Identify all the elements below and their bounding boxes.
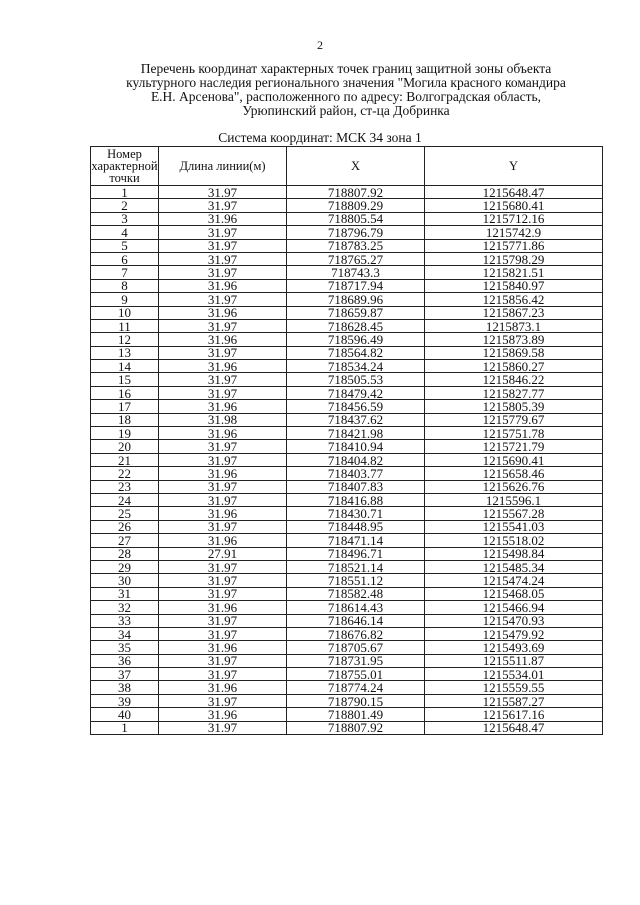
table-row [91, 574, 603, 587]
cell-x: 718456.59 [287, 400, 425, 413]
cell-line-length: 31.96 [159, 212, 287, 225]
cell-line-length: 31.97 [159, 293, 287, 306]
cell-point-number: 30 [91, 574, 159, 587]
table-row [91, 373, 603, 386]
title-line: Е.Н. Арсенова", расположенного по адресу: Волгоградская область, [150, 89, 542, 104]
title-line: культурного наследия регионального значения "Могила красного командира [126, 75, 566, 90]
coordinate-system-label: Система координат: МСК 34 зона 1 [218, 130, 422, 145]
cell-x: 718731.95 [287, 654, 425, 667]
table-row [91, 400, 603, 413]
cell-point-number: 8 [91, 279, 159, 292]
cell-x: 718796.79 [287, 226, 425, 239]
cell-x: 718705.67 [287, 641, 425, 654]
cell-y: 1215479.92 [425, 627, 603, 640]
cell-point-number: 12 [91, 333, 159, 346]
cell-point-number: 10 [91, 306, 159, 319]
table-row [91, 239, 603, 252]
cell-line-length: 31.96 [159, 507, 287, 520]
cell-point-number: 16 [91, 386, 159, 399]
cell-line-length: 31.97 [159, 199, 287, 212]
cell-point-number: 27 [91, 534, 159, 547]
cell-point-number: 33 [91, 614, 159, 627]
cell-y: 1215596.1 [425, 493, 603, 506]
table-row [91, 386, 603, 399]
cell-line-length: 31.97 [159, 668, 287, 681]
cell-point-number: 14 [91, 360, 159, 373]
cell-point-number: 3 [91, 212, 159, 225]
cell-y: 1215648.47 [425, 721, 603, 734]
cell-line-length: 31.97 [159, 266, 287, 279]
cell-y: 1215846.22 [425, 373, 603, 386]
cell-point-number: 25 [91, 507, 159, 520]
cell-point-number: 35 [91, 641, 159, 654]
cell-y: 1215541.03 [425, 520, 603, 533]
cell-x: 718551.12 [287, 574, 425, 587]
cell-point-number: 5 [91, 239, 159, 252]
cell-y: 1215771.86 [425, 239, 603, 252]
cell-line-length: 31.96 [159, 641, 287, 654]
cell-point-number: 4 [91, 226, 159, 239]
table-row [91, 520, 603, 533]
cell-line-length: 31.97 [159, 480, 287, 493]
cell-x: 718416.88 [287, 493, 425, 506]
cell-y: 1215518.02 [425, 534, 603, 547]
table-row [91, 654, 603, 667]
cell-y: 1215680.41 [425, 199, 603, 212]
cell-point-number: 1 [91, 186, 159, 199]
cell-y: 1215869.58 [425, 346, 603, 359]
cell-x: 718582.48 [287, 587, 425, 600]
cell-y: 1215821.51 [425, 266, 603, 279]
cell-line-length: 31.96 [159, 279, 287, 292]
cell-y: 1215626.76 [425, 480, 603, 493]
cell-y: 1215587.27 [425, 694, 603, 707]
cell-x: 718564.82 [287, 346, 425, 359]
header-line-length: Длина линии(м) [159, 147, 287, 186]
header-y: Y [425, 147, 603, 186]
table-row [91, 333, 603, 346]
table-row [91, 346, 603, 359]
table-row [91, 560, 603, 573]
cell-line-length: 31.97 [159, 453, 287, 466]
cell-y: 1215493.69 [425, 641, 603, 654]
table-row [91, 480, 603, 493]
cell-x: 718404.82 [287, 453, 425, 466]
cell-point-number: 29 [91, 560, 159, 573]
cell-point-number: 21 [91, 453, 159, 466]
cell-y: 1215721.79 [425, 440, 603, 453]
cell-y: 1215690.41 [425, 453, 603, 466]
cell-line-length: 31.97 [159, 239, 287, 252]
cell-x: 718421.98 [287, 427, 425, 440]
cell-point-number: 32 [91, 601, 159, 614]
cell-x: 718689.96 [287, 293, 425, 306]
cell-line-length: 31.97 [159, 346, 287, 359]
cell-line-length: 31.97 [159, 493, 287, 506]
cell-y: 1215474.24 [425, 574, 603, 587]
table-row [91, 306, 603, 319]
cell-x: 718790.15 [287, 694, 425, 707]
cell-x: 718646.14 [287, 614, 425, 627]
table-row [91, 601, 603, 614]
cell-line-length: 31.97 [159, 520, 287, 533]
cell-x: 718783.25 [287, 239, 425, 252]
cell-point-number: 2 [91, 199, 159, 212]
table-row [91, 266, 603, 279]
cell-line-length: 31.96 [159, 360, 287, 373]
cell-y: 1215751.78 [425, 427, 603, 440]
cell-x: 718521.14 [287, 560, 425, 573]
cell-point-number: 38 [91, 681, 159, 694]
cell-y: 1215779.67 [425, 413, 603, 426]
cell-x: 718807.92 [287, 721, 425, 734]
cell-line-length: 31.96 [159, 467, 287, 480]
cell-x: 718676.82 [287, 627, 425, 640]
cell-x: 718805.54 [287, 212, 425, 225]
cell-line-length: 31.96 [159, 708, 287, 721]
cell-line-length: 31.97 [159, 574, 287, 587]
cell-point-number: 6 [91, 252, 159, 265]
cell-point-number: 26 [91, 520, 159, 533]
cell-x: 718743.3 [287, 266, 425, 279]
cell-x: 718505.53 [287, 373, 425, 386]
table-row [91, 587, 603, 600]
cell-x: 718774.24 [287, 681, 425, 694]
cell-line-length: 27.91 [159, 547, 287, 560]
cell-x: 718809.29 [287, 199, 425, 212]
cell-line-length: 31.97 [159, 319, 287, 332]
cell-point-number: 24 [91, 493, 159, 506]
table-row [91, 212, 603, 225]
cell-point-number: 11 [91, 319, 159, 332]
table-row [91, 440, 603, 453]
table-row [91, 721, 603, 734]
document-title [90, 62, 602, 118]
cell-point-number: 20 [91, 440, 159, 453]
table-header-row [91, 147, 603, 186]
table-row [91, 668, 603, 681]
page-number: 2 [317, 38, 323, 52]
cell-y: 1215873.89 [425, 333, 603, 346]
cell-point-number: 31 [91, 587, 159, 600]
table-row [91, 279, 603, 292]
cell-x: 718659.87 [287, 306, 425, 319]
table-row [91, 427, 603, 440]
table-row [91, 319, 603, 332]
cell-point-number: 15 [91, 373, 159, 386]
cell-y: 1215856.42 [425, 293, 603, 306]
cell-y: 1215658.46 [425, 467, 603, 480]
cell-line-length: 31.96 [159, 427, 287, 440]
cell-point-number: 37 [91, 668, 159, 681]
cell-x: 718534.24 [287, 360, 425, 373]
cell-line-length: 31.97 [159, 186, 287, 199]
cell-point-number: 18 [91, 413, 159, 426]
table-row [91, 453, 603, 466]
table-row [91, 708, 603, 721]
cell-point-number: 23 [91, 480, 159, 493]
cell-line-length: 31.97 [159, 386, 287, 399]
cell-line-length: 31.98 [159, 413, 287, 426]
cell-y: 1215805.39 [425, 400, 603, 413]
header-point-number: Номер характерной точки [91, 147, 158, 185]
cell-line-length: 31.97 [159, 694, 287, 707]
cell-x: 718717.94 [287, 279, 425, 292]
cell-point-number: 39 [91, 694, 159, 707]
cell-line-length: 31.97 [159, 721, 287, 734]
cell-x: 718403.77 [287, 467, 425, 480]
table-row [91, 360, 603, 373]
cell-point-number: 19 [91, 427, 159, 440]
cell-line-length: 31.96 [159, 400, 287, 413]
cell-y: 1215485.34 [425, 560, 603, 573]
cell-y: 1215498.84 [425, 547, 603, 560]
cell-point-number: 7 [91, 266, 159, 279]
cell-x: 718755.01 [287, 668, 425, 681]
cell-line-length: 31.96 [159, 306, 287, 319]
header-x: X [287, 147, 425, 186]
cell-line-length: 31.97 [159, 252, 287, 265]
cell-x: 718407.83 [287, 480, 425, 493]
table-row [91, 614, 603, 627]
cell-y: 1215712.16 [425, 212, 603, 225]
table-row [91, 627, 603, 640]
table-row [91, 534, 603, 547]
cell-x: 718801.49 [287, 708, 425, 721]
cell-line-length: 31.96 [159, 534, 287, 547]
table-row [91, 641, 603, 654]
cell-line-length: 31.96 [159, 333, 287, 346]
title-line: Урюпинский район, ст-ца Добринка [242, 103, 450, 118]
cell-x: 718765.27 [287, 252, 425, 265]
table-row [91, 467, 603, 480]
cell-point-number: 22 [91, 467, 159, 480]
cell-y: 1215840.97 [425, 279, 603, 292]
cell-x: 718614.43 [287, 601, 425, 614]
cell-y: 1215466.94 [425, 601, 603, 614]
table-row [91, 493, 603, 506]
cell-point-number: 34 [91, 627, 159, 640]
cell-line-length: 31.97 [159, 587, 287, 600]
cell-x: 718479.42 [287, 386, 425, 399]
cell-x: 718430.71 [287, 507, 425, 520]
cell-x: 718471.14 [287, 534, 425, 547]
cell-x: 718807.92 [287, 186, 425, 199]
cell-y: 1215534.01 [425, 668, 603, 681]
cell-point-number: 13 [91, 346, 159, 359]
cell-y: 1215860.27 [425, 360, 603, 373]
cell-line-length: 31.97 [159, 440, 287, 453]
cell-y: 1215798.29 [425, 252, 603, 265]
cell-x: 718596.49 [287, 333, 425, 346]
cell-point-number: 40 [91, 708, 159, 721]
cell-point-number: 9 [91, 293, 159, 306]
cell-line-length: 31.97 [159, 627, 287, 640]
cell-y: 1215617.16 [425, 708, 603, 721]
cell-x: 718448.95 [287, 520, 425, 533]
title-line: Перечень координат характерных точек границ защитной зоны объекта [140, 61, 552, 76]
cell-y: 1215470.93 [425, 614, 603, 627]
cell-point-number: 17 [91, 400, 159, 413]
table-row [91, 694, 603, 707]
cell-line-length: 31.97 [159, 560, 287, 573]
cell-y: 1215648.47 [425, 186, 603, 199]
cell-y: 1215567.28 [425, 507, 603, 520]
table-body [91, 186, 603, 735]
table-row [91, 199, 603, 212]
cell-line-length: 31.96 [159, 601, 287, 614]
cell-y: 1215511.87 [425, 654, 603, 667]
cell-line-length: 31.97 [159, 614, 287, 627]
cell-point-number: 36 [91, 654, 159, 667]
table-row [91, 226, 603, 239]
cell-line-length: 31.96 [159, 681, 287, 694]
cell-y: 1215873.1 [425, 319, 603, 332]
table-row [91, 547, 603, 560]
cell-y: 1215827.77 [425, 386, 603, 399]
table-row [91, 413, 603, 426]
table-row [91, 186, 603, 199]
cell-x: 718410.94 [287, 440, 425, 453]
cell-point-number: 1 [91, 721, 159, 734]
cell-x: 718437.62 [287, 413, 425, 426]
table-row [91, 681, 603, 694]
table-row [91, 507, 603, 520]
cell-y: 1215742.9 [425, 226, 603, 239]
cell-x: 718496.71 [287, 547, 425, 560]
cell-line-length: 31.97 [159, 654, 287, 667]
table-row [91, 252, 603, 265]
cell-line-length: 31.97 [159, 373, 287, 386]
cell-y: 1215468.05 [425, 587, 603, 600]
table-row [91, 293, 603, 306]
coordinates-table [90, 146, 603, 735]
cell-y: 1215867.23 [425, 306, 603, 319]
cell-y: 1215559.55 [425, 681, 603, 694]
cell-point-number: 28 [91, 547, 159, 560]
cell-x: 718628.45 [287, 319, 425, 332]
cell-line-length: 31.97 [159, 226, 287, 239]
